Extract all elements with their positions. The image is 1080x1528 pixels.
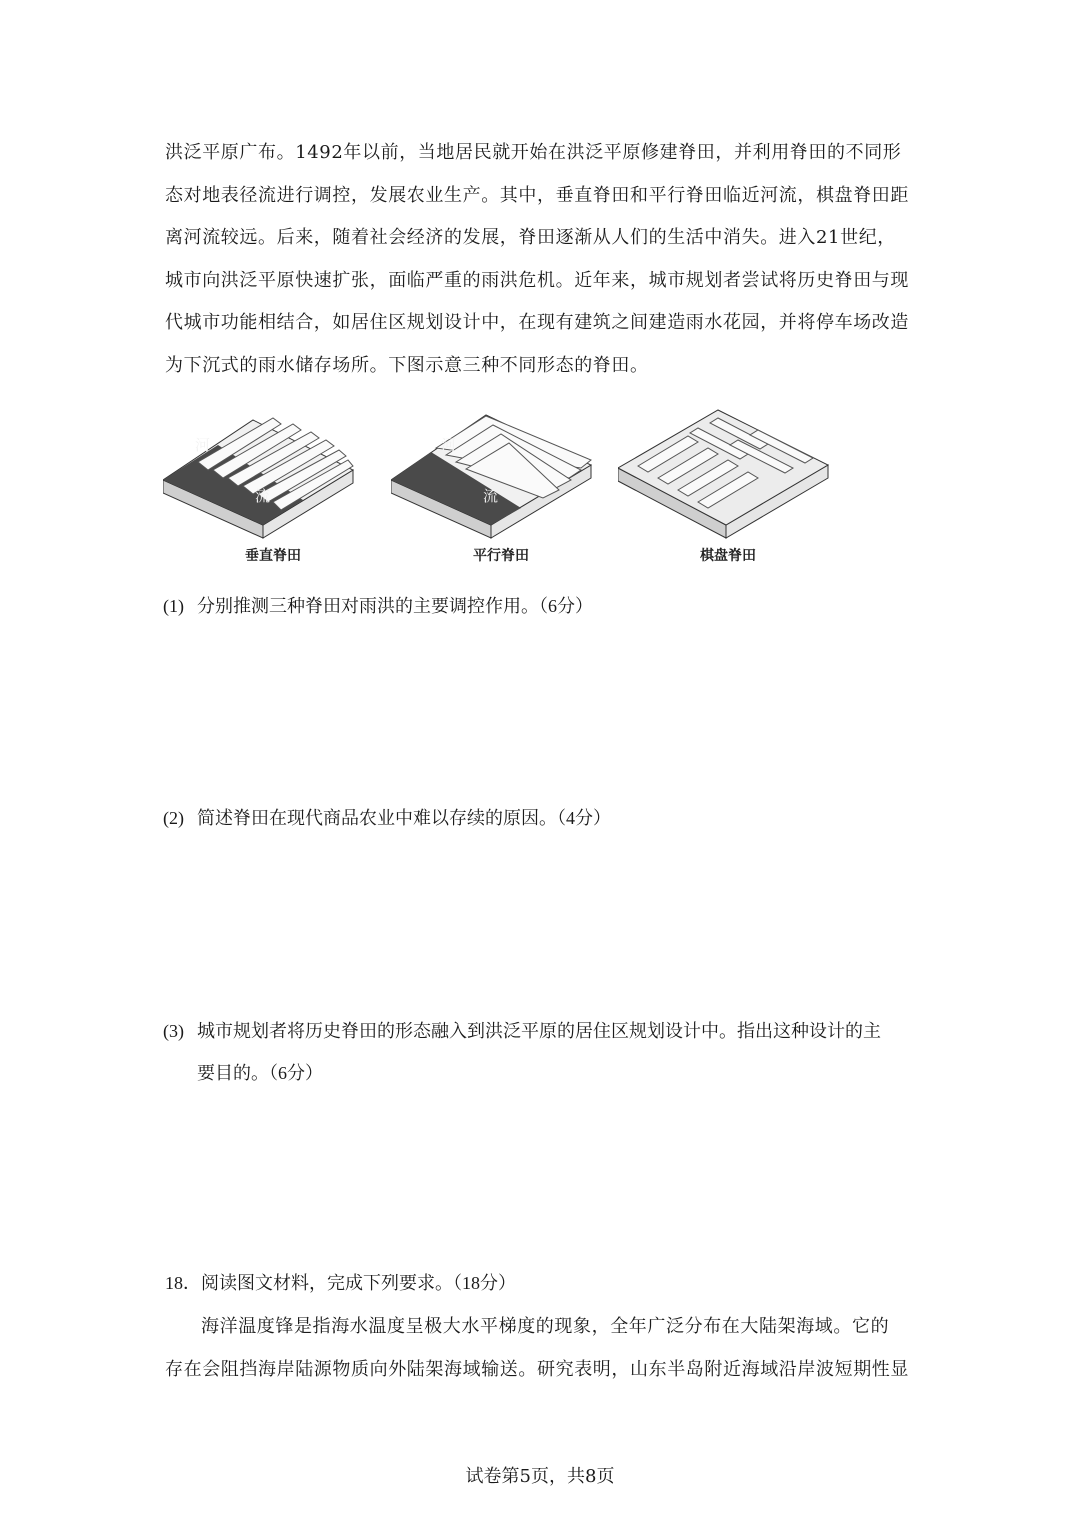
material-line: 海洋温度锋是指海水温度呈极大水平梯度的现象，全年广泛分布在大陆架海域。它的 bbox=[201, 1316, 890, 1337]
figure-caption: 棋盘脊田 bbox=[700, 548, 756, 564]
river-label-upper: 河 bbox=[441, 436, 457, 454]
checkerboard-ridge-illustration bbox=[618, 400, 838, 540]
question-18-material bbox=[165, 1306, 917, 1391]
intro-line: 为下沉式的雨水储存场所。下图示意三种不同形态的脊田。 bbox=[165, 354, 649, 376]
question-1 bbox=[163, 585, 923, 627]
question-number: (2) bbox=[163, 808, 184, 828]
parallel-ridge-illustration bbox=[391, 400, 611, 540]
river-label-upper: 河 bbox=[195, 436, 211, 454]
ridge-field-figure bbox=[163, 400, 843, 570]
intro-line: 代城市功能相结合，如居住区规划设计中，在现有建筑之间建造雨水花园，并将停车场改造 bbox=[165, 312, 909, 333]
material-line: 存在会阻挡海岸陆源物质向外陆架海域输送。研究表明，山东半岛附近海域沿岸波短期性显 bbox=[165, 1358, 909, 1380]
page-footer: 试卷第5页，共8页 bbox=[465, 1466, 615, 1487]
question-text-continuation: 要目的。（6分） bbox=[197, 1063, 323, 1083]
intro-paragraph bbox=[165, 132, 917, 387]
intro-line: 态对地表径流进行调控，发展农业生产。其中，垂直脊田和平行脊田临近河流，棋盘脊田距 bbox=[165, 184, 909, 206]
question-text: 城市规划者将历史脊田的形态融入到洪泛平原的居住区规划设计中。指出这种设计的主 bbox=[197, 1021, 881, 1041]
intro-line: 城市向洪泛平原快速扩张，面临严重的雨洪危机。近年来，城市规划者尝试将历史脊田与现 bbox=[165, 269, 909, 291]
question-text: 分别推测三种脊田对雨洪的主要调控作用。（6分） bbox=[197, 596, 593, 616]
figure-panel-checkerboard bbox=[618, 400, 838, 570]
question-2 bbox=[163, 797, 923, 839]
river-label-lower: 流 bbox=[255, 487, 271, 505]
figure-panel-perpendicular bbox=[163, 400, 383, 570]
figure-panel-parallel bbox=[391, 400, 611, 570]
perpendicular-ridge-illustration bbox=[163, 400, 383, 540]
question-number: (1) bbox=[163, 596, 184, 616]
question-number: (3) bbox=[163, 1021, 184, 1041]
question-text: 简述脊田在现代商品农业中难以存续的原因。（4分） bbox=[197, 808, 611, 828]
intro-line: 洪泛平原广布。1492年以前，当地居民就开始在洪泛平原修建脊田，并利用脊田的不同形 bbox=[165, 142, 902, 163]
figure-caption: 垂直脊田 bbox=[245, 548, 301, 564]
figure-caption: 平行脊田 bbox=[473, 548, 529, 564]
river-label-lower: 流 bbox=[483, 487, 499, 505]
question-3 bbox=[163, 1010, 923, 1094]
question-18-title: 18．阅读图文材料，完成下列要求。（18分） bbox=[165, 1273, 516, 1293]
intro-line: 离河流较远。后来，随着社会经济的发展，脊田逐渐从人们的生活中消失。进入21世纪， bbox=[165, 227, 896, 248]
